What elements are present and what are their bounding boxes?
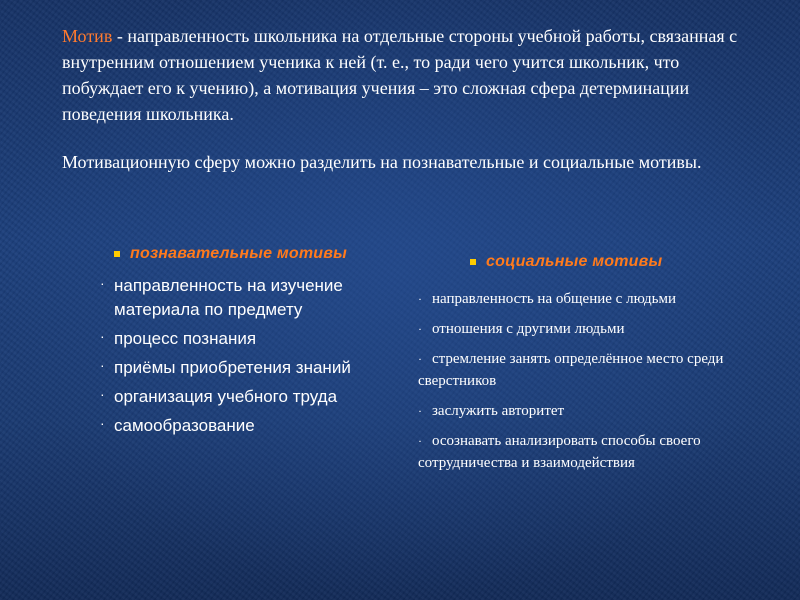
- list-item: · направленность на изучение материала по предмету: [100, 274, 400, 322]
- dot-bullet-icon: ·: [100, 357, 105, 373]
- cognitive-heading: познавательные мотивы: [130, 245, 347, 262]
- list-item: · отношения с другими людьми: [418, 318, 758, 340]
- list-item: · процесс познания: [100, 327, 400, 351]
- social-motives-column: [418, 250, 758, 482]
- intro-text-block: [62, 23, 762, 175]
- list-item: · заслужить авторитет: [418, 400, 758, 422]
- cognitive-heading-row: [114, 242, 400, 266]
- dot-bullet-icon: ·: [418, 434, 422, 448]
- dot-bullet-icon: ·: [418, 292, 422, 306]
- motive-term: Мотив: [62, 26, 113, 46]
- list-item: · осознавать анализировать способы своего сотрудничества и взаимодействия: [418, 430, 758, 474]
- list-item: · направленность на общение с людьми: [418, 288, 758, 310]
- dot-bullet-icon: ·: [100, 415, 105, 431]
- square-bullet-icon: [114, 251, 120, 257]
- classification-paragraph: Мотивационную сферу можно разделить на познавательные и социальные мотивы.: [62, 152, 702, 172]
- cognitive-motives-column: [100, 242, 400, 443]
- dot-bullet-icon: ·: [100, 386, 105, 402]
- definition-paragraph: [62, 23, 762, 127]
- social-list: [418, 288, 758, 474]
- dot-bullet-icon: ·: [418, 404, 422, 418]
- list-item: · приёмы приобретения знаний: [100, 356, 400, 380]
- cognitive-list: [100, 274, 400, 438]
- dot-bullet-icon: ·: [418, 322, 422, 336]
- list-item: · стремление занять определённое место среди сверстников: [418, 348, 758, 392]
- list-item: · самообразование: [100, 414, 400, 438]
- motive-definition: - направленность школьника на отдельные стороны учебной работы, связанная с внутренним отношением ученика к ней (т. е., то ради чего учится школьник, что побуждает его к учению), а мотивация учения – это сложная сфера детерминации поведения школьника.: [62, 26, 738, 124]
- list-item: · организация учебного труда: [100, 385, 400, 409]
- dot-bullet-icon: ·: [418, 352, 422, 366]
- dot-bullet-icon: ·: [100, 328, 105, 344]
- social-heading: социальные мотивы: [486, 253, 663, 270]
- dot-bullet-icon: ·: [100, 275, 105, 291]
- social-heading-row: [470, 250, 758, 274]
- square-bullet-icon: [470, 259, 476, 265]
